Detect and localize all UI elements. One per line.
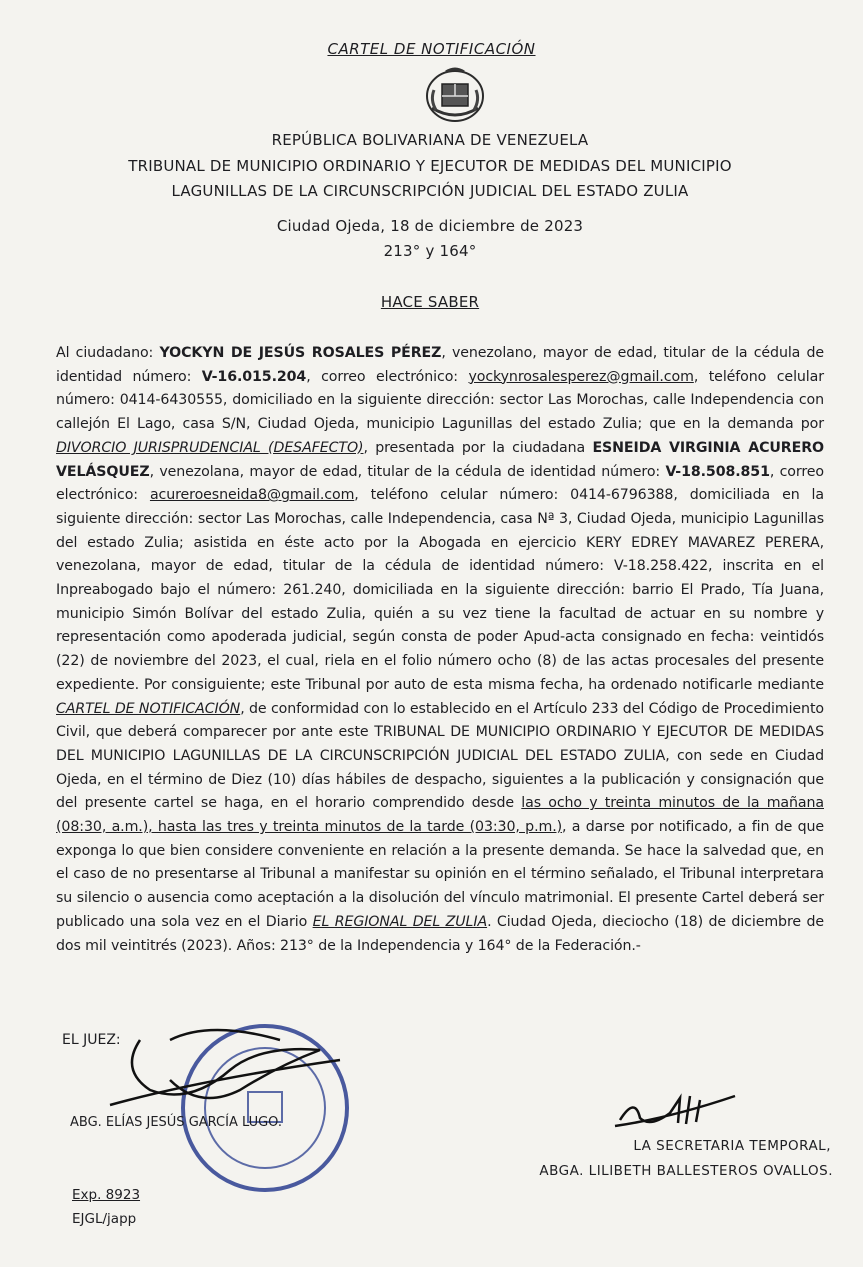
plaintiff-id: V-18.508.851 xyxy=(665,463,770,480)
plaintiff-name: ESNEIDA VIRGINIA ACURERO VELÁSQUEZ xyxy=(56,439,825,480)
file-number: Exp. 8923 xyxy=(72,1187,141,1203)
years-line: 213° y 164° xyxy=(383,242,477,260)
defendant-id: V-16.015.204 xyxy=(201,368,307,385)
plaintiff-email: acureroesneida8@gmail.com xyxy=(149,487,355,504)
document-title: CARTEL DE NOTIFICACIÓN xyxy=(327,40,536,58)
file-initials: EJGL/japp xyxy=(72,1211,137,1227)
defendant-email: yockynrosalesperez@gmail.com xyxy=(468,368,694,385)
secretary-title: LA SECRETARIA TEMPORAL, xyxy=(633,1138,831,1154)
office-hours: las ocho y treinta minutos de la mañana (08:30, a.m.), hasta las tres y treinta minutos de la tarde (03:30, p.m.) xyxy=(56,795,824,836)
place-date: Ciudad Ojeda, 18 de diciembre de 2023 xyxy=(276,217,584,235)
judge-name: ABG. ELÍAS JESÚS GARCÍA LUGO. xyxy=(70,1115,282,1130)
secretary-signature-icon xyxy=(610,1088,740,1133)
newspaper-name: EL REGIONAL DEL ZULIA xyxy=(312,913,488,930)
country-header: REPÚBLICA BOLIVARIANA DE VENEZUELA xyxy=(271,131,589,149)
judge-signature-icon xyxy=(80,1010,380,1120)
notification-body xyxy=(56,342,824,958)
defendant-name: YOCKYN DE JESÚS ROSALES PÉREZ xyxy=(159,345,442,361)
coat-of-arms-icon xyxy=(424,66,486,124)
court-header-line2: LAGUNILLAS DE LA CIRCUNSCRIPCIÓN JUDICIAL DEL ESTADO ZULIA xyxy=(171,182,689,200)
case-type: DIVORCIO JURISPRUDENCIAL (DESAFECTO) xyxy=(56,439,364,456)
section-heading: HACE SABER xyxy=(380,293,480,311)
body-paragraph: Al ciudadano: YOCKYN DE JESÚS ROSALES PÉREZ, venezolano, mayor de edad, titular de la cédula de identidad número: V-16.015.204, correo electrónico: yockynrosalesperez@gmail.com, teléfono celular número: 0414-6430555, domiciliado en la siguiente dirección: sector Las Morochas, calle Independencia con callejón El Lago, casa S/N, Ciudad Ojeda, municipio Lagunillas del estado Zulia; que en la demanda por DIVORCIO JURISPRUDENCIAL (DESAFECTO), presentada por la ciudadana ESNEIDA VIRGINIA ACURERO VELÁSQUEZ, venezolana, mayor de edad, titular de la cédula de identidad número: V-18.508.851, correo electrónico: acureroesneida8@gmail.com, teléfono celular número: 0414-6796388, domiciliada en la siguiente dirección: sector Las Morochas, calle Independencia, casa Nª 3, Ciudad Ojeda, municipio Lagunillas del estado Zulia; asistida en éste acto por la Abogada en ejercicio KERY EDREY MAVAREZ PERERA, venezolana, mayor de edad, titular de la cédula de identidad número: V-18.258.422, inscrita en el Inpreabogado bajo el número: 261.240, domiciliada en la siguiente dirección: barrio El Prado, Tía Juana, municipio Simón Bolívar del estado Zulia, quién a su vez tiene la facultad de actuar en su nombre y representación como apoderada judicial, según consta de poder Apud-acta consignado en fecha: veintidós (22) de noviembre del 2023, el cual, riela en el folio número ocho (8) de las actas procesales del presente expediente. Por consiguiente; este Tribunal por auto de esta misma fecha, ha ordenado notificarle mediante CARTEL DE NOTIFICACIÓN, de conformidad con lo establecido en el Artículo 233 del Código de Procedimiento Civil, que deberá comparecer por ante este TRIBUNAL DE MUNICIPIO ORDINARIO Y EJECUTOR DE MEDIDAS DEL MUNICIPIO LAGUNILLAS DE LA CIRCUNSCRIPCIÓN JUDICIAL DEL ESTADO ZULIA, con sede en Ciudad Ojeda, en el término de Diez (10) días hábiles de despacho, siguientes a la publicación y consignación que del presente cartel se haga, en el horario comprendido desde las ocho y treinta minutos de la mañana (08:30, a.m.), hasta las tres y treinta minutos de la tarde (03:30, p.m.), a darse por notificado, a fin de que exponga lo que bien considere conveniente en relación a la presente demanda. Se hace la salvedad que, en el caso de no presentarse al Tribunal a manifestar su opinión en el término señalado, el Tribunal interpretara su silencio o ausencia como aceptación a la disolución del vínculo matrimonial. El presente Cartel deberá ser publicado una sola vez en el Diario EL REGIONAL DEL ZULIA. Ciudad Ojeda, dieciocho (18) de diciembre de dos mil veintitrés (2023). Años: 213° de la Independencia y 164° de la Federación.- xyxy=(56,345,825,954)
cartel-reference: CARTEL DE NOTIFICACIÓN xyxy=(56,700,241,717)
secretary-name: ABGA. LILIBETH BALLESTEROS OVALLOS. xyxy=(539,1163,833,1179)
court-header-line1: TRIBUNAL DE MUNICIPIO ORDINARIO Y EJECUTOR DE MEDIDAS DEL MUNICIPIO xyxy=(128,157,732,175)
judge-label: EL JUEZ: xyxy=(62,1032,121,1048)
